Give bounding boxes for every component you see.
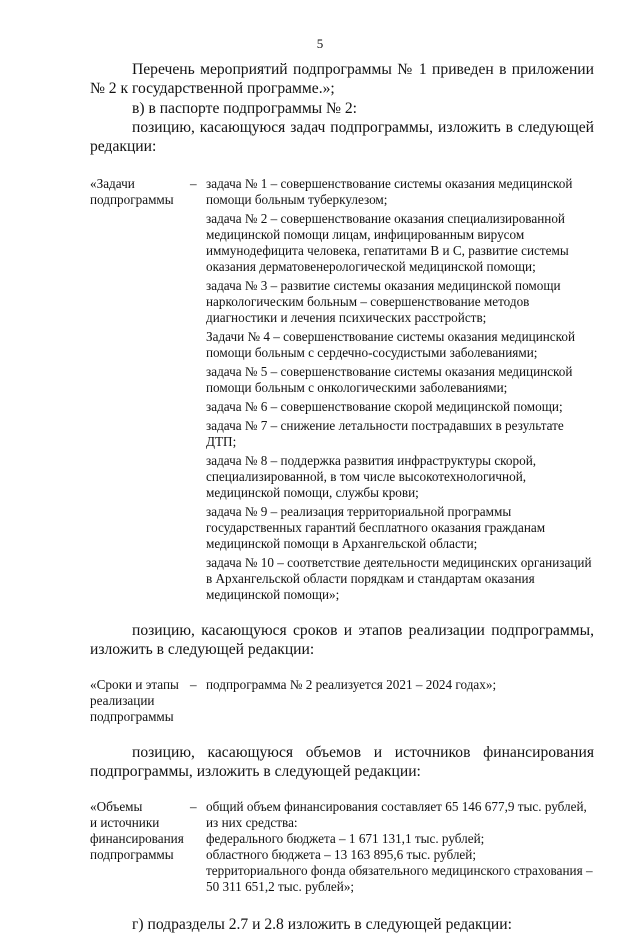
paragraph-funding-intro: позицию, касающуюся объемов и источников финансирования подпрограммы, изложить в следующей редакции: [90, 744, 594, 780]
task-item: задача № 1 – совершенствование системы оказания медицинской помощи больным туберкулезом; [206, 176, 573, 207]
tasks-label: «Задачи подпрограммы [90, 176, 174, 207]
funding-position [90, 799, 594, 895]
task-item: задача № 10 – соответствие деятельности медицинских организаций в Архангельской области порядкам и стандартам оказания медицинской помощи»; [206, 555, 592, 602]
task-item: задача № 5 – совершенствование системы оказания медицинской помощи больным с онкологическими заболеваниями; [206, 364, 573, 395]
document-body [90, 60, 594, 934]
tasks-dash: – [190, 176, 197, 191]
tasks-list [206, 176, 594, 603]
page-number: 5 [316, 36, 324, 51]
funding-line: территориального фонда обязательного медицинского страхования – [206, 863, 593, 878]
funding-line: общий объем финансирования составляет 65 146 677,9 тыс. рублей, [206, 799, 587, 814]
task-item: Задачи № 4 – совершенствование системы оказания медицинской помощи больным с сердечно-сосудистыми заболеваниями; [206, 329, 576, 360]
paragraph-subsections: г) подразделы 2.7 и 2.8 изложить в следующей редакции: [132, 916, 512, 933]
paragraph-tasks-intro: позицию, касающуюся задач подпрограммы, изложить в следующей редакции: [90, 119, 594, 155]
terms-label: «Сроки и этапы реализации подпрограммы [90, 677, 179, 724]
funding-line: из них средства: [206, 815, 298, 830]
funding-details [206, 799, 594, 895]
terms-text: подпрограмма № 2 реализуется 2021 – 2024 годах»; [206, 677, 497, 692]
funding-dash: – [190, 799, 197, 814]
task-item: задача № 7 – снижение летальности пострадавших в результате ДТП; [206, 418, 564, 449]
funding-line: федерального бюджета – 1 671 131,1 тыс. рублей; [206, 831, 485, 846]
terms-dash: – [190, 677, 197, 692]
task-item: задача № 9 – реализация территориальной программы государственных гарантий бесплатного оказания гражданам медицинской помощи в Архангельской области; [206, 504, 546, 551]
tasks-position [90, 176, 594, 603]
paragraph-passport-intro: в) в паспорте подпрограммы № 2: [132, 100, 357, 117]
paragraph-terms-intro: позицию, касающуюся сроков и этапов реализации подпрограммы, изложить в следующей редакции: [90, 622, 594, 658]
task-item: задача № 3 – развитие системы оказания медицинской помощи наркологическим больным – совершенствование методов диагностики и лечения психических расстройств; [206, 278, 561, 325]
task-item: задача № 2 – совершенствование оказания специализированной медицинской помощи лицам, инфицированным вирусом иммунодефицита человека, гепатитами B и C, развитие системы оказания дерматовенерологической медицинской помощи; [206, 211, 569, 274]
funding-line: областного бюджета – 13 163 895,6 тыс. рублей; [206, 847, 476, 862]
task-item: задача № 6 – совершенствование скорой медицинской помощи; [206, 399, 563, 414]
paragraph-program-list: Перечень мероприятий подпрограммы № 1 приведен в приложении № 2 к государственной программе.»; [90, 61, 594, 97]
funding-line: 50 311 651,2 тыс. рублей»; [206, 879, 355, 894]
task-item: задача № 8 – поддержка развития инфраструктуры скорой, специализированной, в том числе высокотехнологичной, медицинской помощи, службы крови; [206, 453, 537, 500]
funding-label: «Объемы и источники финансирования подпрограммы [90, 799, 184, 862]
terms-position [90, 677, 594, 725]
